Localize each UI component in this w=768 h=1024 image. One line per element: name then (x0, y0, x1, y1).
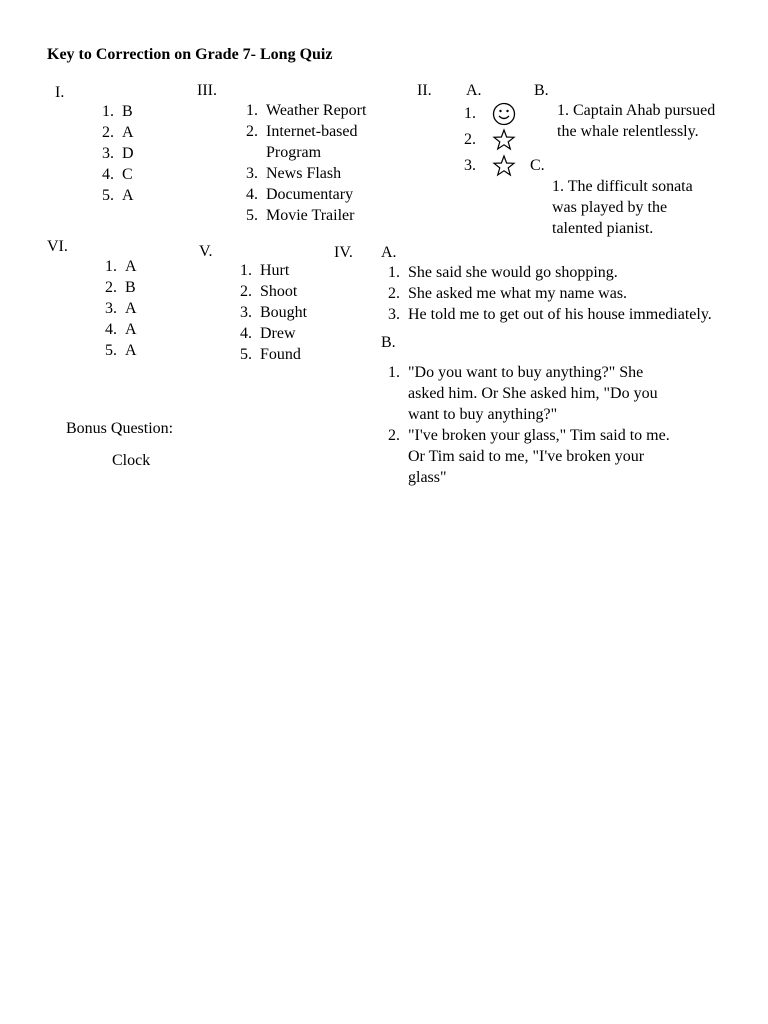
answer-text: B (125, 279, 136, 296)
answer-line: talented pianist. (552, 220, 654, 237)
answer-text: D (122, 145, 134, 162)
answer-line: glass" (408, 469, 447, 486)
list-item: 3. He told me to get out of his house immediately. (388, 306, 712, 323)
list-item: 5. A (102, 187, 134, 204)
list-item: 2. "I've broken your glass," Tim said to me. (388, 427, 670, 444)
answer-text: B (122, 103, 133, 120)
section-ii-a-items (464, 101, 516, 179)
list-item: 5. A (105, 342, 137, 359)
section-vi-answers (99, 256, 137, 361)
item-number: 1. (464, 105, 476, 122)
answer-text: A (122, 187, 134, 204)
list-item (382, 467, 670, 488)
section-vi-label: VI. (47, 238, 68, 255)
section-ii-label: II. (417, 82, 432, 99)
answer-line: "I've broken your glass," Tim said to me. (408, 427, 670, 444)
list-item: 2. B (105, 279, 136, 296)
list-item (382, 446, 670, 467)
list-item: 5. Movie Trailer (246, 207, 355, 224)
section-ii-b-label: B. (534, 82, 549, 99)
answer-line: "Do you want to buy anything?" She (408, 364, 644, 381)
answer-line: asked him. Or She asked him, "Do you (408, 385, 658, 402)
section-ii-b-answer (557, 100, 715, 142)
list-item (464, 153, 516, 179)
section-iv-b-label: B. (381, 334, 396, 351)
list-item: 1. "Do you want to buy anything?" She (388, 364, 644, 381)
answer-text: Program (266, 144, 322, 161)
answer-line: was played by the (552, 199, 668, 216)
list-item: 4. C (102, 166, 133, 183)
bonus-answer: Clock (112, 452, 151, 469)
list-item: 1. Hurt (240, 262, 290, 279)
answer-text: Drew (260, 325, 296, 342)
list-item (382, 404, 670, 425)
answer-line: the whale relentlessly. (557, 123, 699, 140)
list-item: 2. Internet-based (246, 123, 358, 140)
answer-text: A (125, 342, 137, 359)
smiley-icon (492, 102, 516, 126)
answer-text: She asked me what my name was. (408, 285, 628, 302)
list-item (240, 142, 366, 163)
section-v-answers (234, 260, 307, 365)
item-number: 2. (464, 131, 476, 148)
list-item (464, 127, 516, 153)
item-number: 3. (464, 157, 476, 174)
list-item: 3. News Flash (246, 165, 342, 182)
bonus-question-label: Bonus Question: (66, 420, 174, 437)
list-item: 2. A (102, 124, 134, 141)
answer-text: Documentary (266, 186, 354, 203)
answer-text: She said she would go shopping. (408, 264, 618, 281)
answer-text: News Flash (266, 165, 342, 182)
section-ii-c-answer (552, 176, 693, 239)
answer-text: Movie Trailer (266, 207, 355, 224)
answer-line: 1. The difficult sonata (552, 178, 693, 195)
list-item: 1. Weather Report (246, 102, 367, 119)
answer-line: want to buy anything?" (408, 406, 558, 423)
answer-text: Found (260, 346, 301, 363)
section-iv-a-label: A. (381, 244, 397, 261)
answer-text: C (122, 166, 133, 183)
list-item: 4. Drew (240, 325, 296, 342)
section-iii-answers (240, 100, 366, 226)
page-title: Key to Correction on Grade 7- Long Quiz (47, 46, 333, 63)
answer-text: A (122, 124, 134, 141)
section-i-answers (96, 101, 134, 206)
list-item: 1. B (102, 103, 133, 120)
list-item: 4. A (105, 321, 137, 338)
list-item: 3. Bought (240, 304, 308, 321)
section-iv-label: IV. (334, 244, 353, 261)
answer-text: Hurt (260, 262, 290, 279)
list-item (464, 101, 516, 127)
list-item: 1. A (105, 258, 137, 275)
answer-line: Or Tim said to me, "I've broken your (408, 448, 645, 465)
section-iv-b-answers (382, 362, 670, 488)
list-item: 2. She asked me what my name was. (388, 285, 628, 302)
answer-text: A (125, 321, 137, 338)
list-item (382, 383, 670, 404)
section-v-label: V. (199, 243, 213, 260)
star-outline-icon (492, 154, 516, 178)
answer-text: A (125, 300, 137, 317)
list-item: 2. Shoot (240, 283, 298, 300)
section-ii-a-label: A. (466, 82, 482, 99)
answer-text: A (125, 258, 137, 275)
answer-text: He told me to get out of his house immediately. (408, 306, 712, 323)
list-item: 3. A (105, 300, 137, 317)
section-iv-a-answers (382, 262, 712, 325)
answer-text: Bought (260, 304, 308, 321)
answer-text: Weather Report (266, 102, 367, 119)
answer-text: Shoot (260, 283, 298, 300)
list-item: 3. D (102, 145, 134, 162)
section-ii-c-label: C. (530, 157, 545, 174)
section-i-label: I. (55, 84, 65, 101)
answer-text: Internet-based (266, 123, 358, 140)
section-iii-label: III. (197, 82, 217, 99)
list-item: 4. Documentary (246, 186, 354, 203)
star-outline-icon (492, 128, 516, 152)
list-item: 5. Found (240, 346, 301, 363)
list-item: 1. She said she would go shopping. (388, 264, 618, 281)
answer-line: 1. Captain Ahab pursued (557, 102, 716, 119)
